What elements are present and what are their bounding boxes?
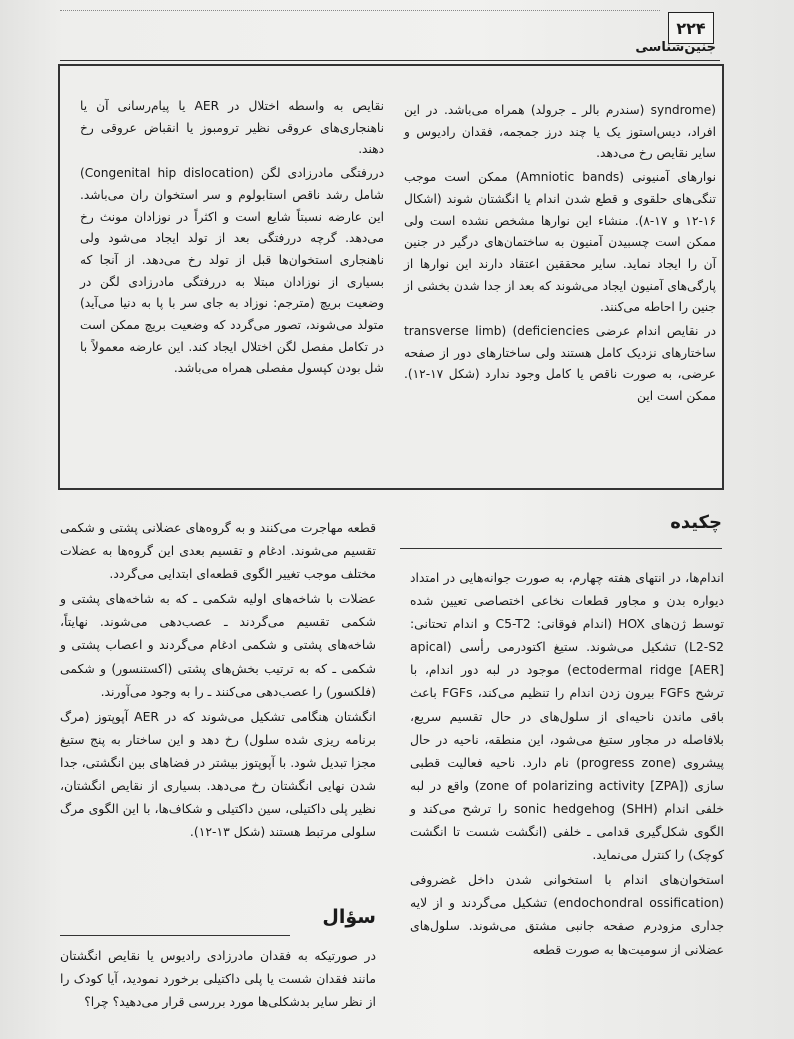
question-paragraph: در صورتیکه به فقدان مادرزادی رادیوس یا نقایص انگشتان مانند فقدان شست یا پلی داکتیلی برخورد نمودید، آیا کودک را از نظر سایر بدشکلی‌ها مورد بررسی قرار می‌دهید؟ چرا؟: [60, 948, 376, 1009]
summary-paragraph: استخوان‌های اندام با استخوانی شدن داخل غضروفی (endochondral ossification) تشکیل می‌گردند و از لایه جداری مزودرم صفحه جانبی مشتق می‌شوند. سلول‌های عضلانی از سومیت‌ها به صورت قطعه: [410, 872, 725, 957]
box-paragraph: (syndrome (سندرم بالر ـ جرولد) همراه می‌باشد. در این افراد، دیس‌استوز یک یا چند درز جمجمه، فقدان رادیوس و سایر نقایص رخ می‌دهد.: [404, 103, 716, 161]
page-number: ۲۲۴: [668, 12, 714, 44]
running-title: جنین‌شناسی: [635, 40, 716, 55]
summary-paragraph: انگشتان هنگامی تشکیل می‌شوند که در AER آپوپتوز (مرگ برنامه ریزی شده سلول) رخ دهد و این ساختار به پنج ستیغ مجزا تبدیل شود. با آپوپتوز بیشتر در فضاهای بین انگشتی، جدا شدن نهایی انگشتان رخ می‌دهد. بسیاری از نقایص انگشتان، نظیر پلی داکتیلی، سین داکتیلی و شکاف‌ها، با این الگوی مرگ سلولی مرتبط هستند (شکل ۱۳-۱۲).: [60, 708, 377, 840]
box-paragraph: دررفتگی مادرزادی لگن (Congenital hip dislocation) شامل رشد ناقص استابولوم و سر استخوان ران می‌باشد. این عارضه نسبتاً شایع است و اکثراً در نوزادان مونث رخ می‌دهد. گرچه دررفتگی بعد از تولد ایجاد می‌شود ولی ناهنجاری استخوان‌ها قبل از تولد رخ می‌دهد. از آنجا که بسیاری از نوزادان مبتلا به دررفتگی مادرزادی لگن در وضعیت بریچ (مترجم: نوزاد به جای سر با پا به دنیا می‌آید) متولد می‌شوند، تصور می‌گردد که وضعیت بریچ ممکن است در تکامل مفصل لگن اختلال ایجاد کند. این عارضه معمولاً با شل بودن کپسول مفصلی همراه می‌باشد.: [80, 166, 384, 376]
box-paragraph: نقایص به واسطه اختلال در AER یا پیام‌رسانی آن یا ناهنجاری‌های عروقی نظیر ترومبوز یا انقباض عروقی رخ دهند.: [80, 99, 385, 157]
summary-paragraph: عضلات با شاخه‌های اولیه شکمی ـ که به شاخه‌های پشتی و شکمی تقسیم می‌گردند ـ عصب‌دهی می‌شوند. نهایتاً، شاخه‌های پشتی و شکمی ادغام می‌گردند و اعصاب پشتی و شکمی ـ که به ترتیب بخش‌های پشتی (اکستنسور) و شکمی (فلکسور) را عصب‌دهی می‌کنند ـ را به وجود می‌آورند.: [60, 591, 376, 699]
question-rule: [60, 935, 290, 936]
header-rule: [60, 60, 720, 61]
question-text: [60, 944, 376, 1013]
box-right-column: [404, 100, 716, 408]
box-paragraph: در نقایص اندام عرضی transverse limb) (deficiencies ساختارهای نزدیک کامل هستند ولی ساختارهای دور از صفحه عرضی، به صورت ناقص یا کامل وجود ندارد (شکل ۱۷-۱۲). ممکن است این: [404, 324, 717, 404]
box-left-column: [80, 96, 384, 380]
box-paragraph: نوارهای آمنیونی (Amniotic bands) ممکن است موجب تنگی‌های حلقوی و قطع شدن اندام یا انگشتان شوند (اشکال ۱۶-۱۲ و ۱۷-۸). منشاء این نوارها مشخص نشده است ولی ممکن است چسبیدن آمنیون به ساختمان‌های درگیر در جنین آن را ایجاد نماید. سایر محققین اعتقاد دارند این نوارها از پارگی‌های آمنیون ایجاد می‌شوند که بعد از جدا شدن بخشی از جنین را احاطه می‌کنند.: [404, 170, 717, 315]
summary-rule: [400, 548, 722, 549]
boxed-clinical-section: [58, 64, 724, 490]
top-edge-dots: [60, 10, 660, 19]
question-heading: سؤال: [322, 906, 376, 928]
summary-left-column: [60, 516, 376, 843]
summary-paragraph: قطعه مهاجرت می‌کنند و به گروه‌های عضلانی پشتی و شکمی تقسیم می‌شوند. ادغام و تقسیم بعدی این گروه‌ها به عضلات مختلف موجب تغییر الگوی قطعه‌ای ابتدایی می‌گردد.: [60, 520, 376, 582]
summary-paragraph: اندام‌ها، در انتهای هفته چهارم، به صورت جوانه‌هایی در امتداد دیواره بدن و مجاور قطعات نخاعی اختصاصی تعیین شده توسط ژن‌های HOX (اندام فوقانی: C5-T2 و اندام تحتانی: L2-S2) تشکیل می‌شوند. ستیغ اکتودرمی رأسی (apical ectodermal ridge [AER]) موجود در لبه دور اندام، با ترشح FGFs بیرون زدن اندام را تنظیم می‌کند، FGFs باعث باقی ماندن ناحیه‌ای از سلول‌های در حال تقسیم سریع، بلافاصله در مجاور ستیغ می‌شود، این منطقه، ناحیه در حال پیشروی (progress zone) نام دارد. ناحیه فعالیت قطبی سازی (zone of polarizing activity [ZPA]) واقع در لبه خلفی اندام sonic hedgehog (SHH) را ترشح می‌کند و الگوی شکل‌گیری قدامی ـ خلفی (انگشت شست تا انگشت کوچک) را کنترل می‌نماید.: [410, 570, 725, 863]
summary-heading: چکیده: [670, 512, 722, 533]
summary-right-column: [410, 566, 724, 961]
